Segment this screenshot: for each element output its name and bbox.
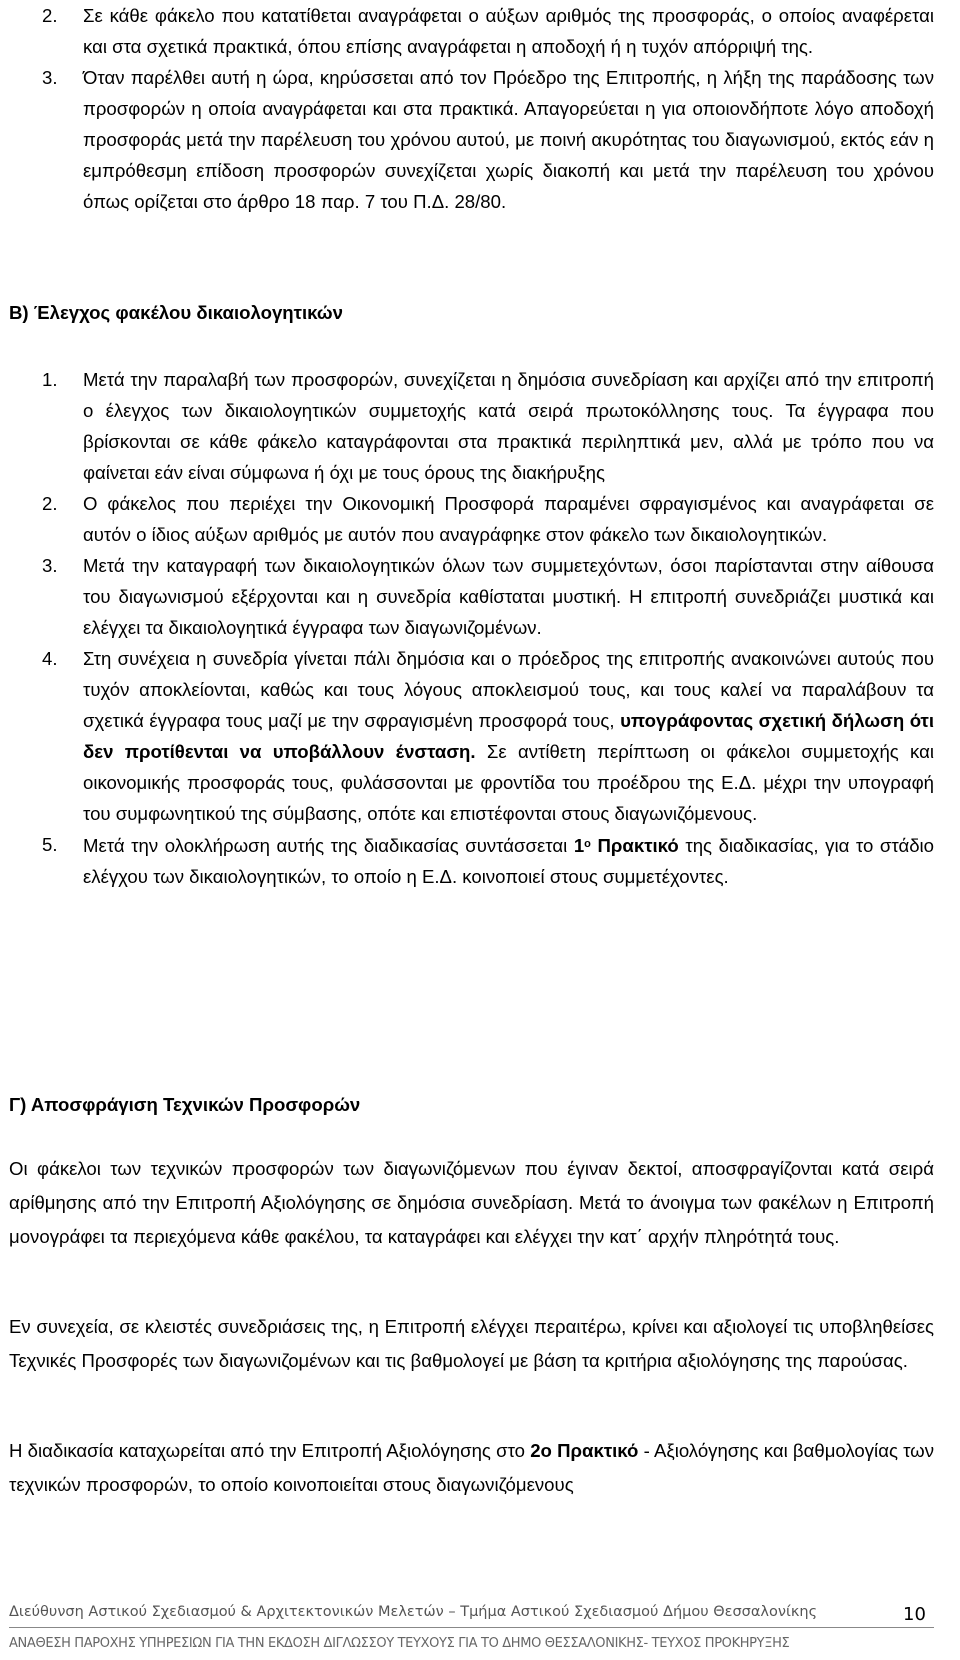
section-heading-c: Γ) Αποσφράγιση Τεχνικών Προσφορών bbox=[9, 1094, 361, 1115]
numbered-list-b bbox=[42, 364, 934, 892]
list-item-number: 1. bbox=[42, 369, 58, 390]
paragraph-bold-text: 2ο Πρακτικό bbox=[530, 1440, 639, 1461]
list-item bbox=[42, 488, 934, 550]
numbered-list-a bbox=[42, 0, 934, 217]
ordinal-superscript: ο bbox=[584, 838, 591, 850]
paragraph: Εν συνεχεία, σε κλειστές συνεδριάσεις της, η Επιτροπή ελέγχει περαιτέρω, κρίνει και αξιολογεί τις υποβληθείσες Τεχνικές Προσφορές των διαγωνιζομένων και τις βαθμολογεί με βάση τα κριτήρια αξιολόγησης της παρούσας. bbox=[9, 1316, 934, 1371]
list-item-number: 2. bbox=[42, 493, 58, 514]
list-item bbox=[42, 550, 934, 643]
paragraph: Οι φάκελοι των τεχνικών προσφορών των διαγωνιζόμενων που έγιναν δεκτοί, αποσφραγίζονται κατά σειρά αρίθμησης από την Επιτροπή Αξιολόγησης σε δημόσια συνεδρίαση. Μετά το άνοιγμα των φακέλων η Επιτροπή μονογράφει τα περιεχόμενα κάθε φακέλου, τα καταγράφει και ελέγχει την κατ΄ αρχήν πληρότητά τους. bbox=[9, 1158, 934, 1247]
list-item-text: Σε αντίθετη περίπτωση οι φάκελοι συμμετοχής και οικονομικής προσφοράς τους, φυλάσσονται με φροντίδα του προέδρου της Ε.Δ. μέχρι την υπογραφή του συμφωνητικού της σύμβασης, οπότε και επιστέφονται στους διαγωνιζόμενους. bbox=[83, 741, 934, 824]
list-item-bold-text: Πρακτικό bbox=[597, 835, 679, 856]
footer-divider bbox=[9, 1627, 934, 1628]
list-item bbox=[42, 643, 934, 829]
list-item-text: Όταν παρέλθει αυτή η ώρα, κηρύσσεται από τον Πρόεδρο της Επιτροπής, η λήξη της παράδοσης των προσφορών η οποία αναγράφεται και στα πρακτικά. Απαγορεύεται η για οποιονδήποτε λόγο αποδοχή προσφοράς μετά την παρέλευση του χρόνου αυτού, με ποινή ακυρότητας του διαγωνισμού, εκτός εάν η εμπρόθεσμη επίδοση προσφορών συνεχίζεται χωρίς διακοπή και μετά την παρέλευση του χρόνου όπως ορίζεται στο άρθρο 18 παρ. 7 του Π.Δ. 28/80. bbox=[83, 67, 934, 212]
paragraph-text: - Αξιολόγησης και βαθμολογίας των τεχνικών προσφορών, το οποίο κοινοποιείται στους διαγωνιζόμενους bbox=[9, 1440, 934, 1495]
list-item bbox=[42, 364, 934, 488]
list-item-text: Ο φάκελος που περιέχει την Οικονομική Προσφορά παραμένει σφραγισμένος και αναγράφεται σε αυτόν ο ίδιος αύξων αριθμός με αυτόν που αναγράφηκε στον φάκελο των δικαιολογητικών. bbox=[83, 493, 934, 545]
list-item-text: Στη συνέχεια η συνεδρία γίνεται πάλι δημόσια και ο πρόεδρος της επιτροπής ανακοινώνει αυτούς που τυχόν αποκλείονται, καθώς και τους λόγους αποκλεισμού τους, και τους καλεί να παραλάβουν τα σχετικά έγγραφα τους μαζί με την σφραγισμένη προσφορά τους, bbox=[83, 648, 934, 731]
paragraph bbox=[9, 1434, 934, 1502]
list-item-bold-text: 1 bbox=[573, 835, 585, 856]
list-item-number: 3. bbox=[42, 555, 58, 576]
footer-department: Διεύθυνση Αστικού Σχεδιασμού & Αρχιτεκτονικών Μελετών – Τμήμα Αστικού Σχεδιασμού Δήμου Θεσσαλονίκης bbox=[9, 1604, 818, 1620]
list-item-number: 5. bbox=[42, 834, 58, 855]
list-item-number: 4. bbox=[42, 648, 58, 669]
footer-project-title: ΑΝΑΘΕΣΗ ΠΑΡΟΧΗΣ ΥΠΗΡΕΣΙΩΝ ΓΙΑ ΤΗΝ ΕΚΔΟΣΗ ΔΙΓΛΩΣΣΟΥ ΤΕΥΧΟΥΣ ΓΙΑ ΤΟ ΔΗΜΟ ΘΕΣΣΑΛΟΝΙΚΗΣ- ΤΕΥΧΟΣ ΠΡΟΚΗΡΥΞΗΣ bbox=[9, 1636, 790, 1651]
section-heading-b: Β) Έλεγχος φακέλου δικαιολογητικών bbox=[9, 302, 343, 323]
list-item-number: 2. bbox=[42, 5, 58, 26]
list-item bbox=[42, 0, 934, 62]
list-item-text: Σε κάθε φάκελο που κατατίθεται αναγράφεται ο αύξων αριθμός της προσφοράς, ο οποίος αναφέρεται και στα σχετικά πρακτικά, όπου επίσης αναγράφεται η αποδοχή ή η τυχόν απόρριψή της. bbox=[83, 5, 934, 57]
list-item bbox=[42, 829, 934, 892]
list-item-text: Μετά την ολοκλήρωση αυτής της διαδικασίας συντάσσεται bbox=[83, 835, 568, 856]
list-item-text: Μετά την καταγραφή των δικαιολογητικών όλων των συμμετεχόντων, όσοι παρίστανται στην αίθουσα του διαγωνισμού εξέρχονται και η συνεδρία καθίσταται μυστική. Η επιτροπή συνεδριάζει μυστικά και ελέγχει τα δικαιολογητικά έγγραφα των διαγωνιζομένων. bbox=[83, 555, 934, 638]
list-item-text: Μετά την παραλαβή των προσφορών, συνεχίζεται η δημόσια συνεδρίαση και αρχίζει από την επιτροπή ο έλεγχος των δικαιολογητικών συμμετοχής κατά σειρά πρωτοκόλλησης τους. Τα έγγραφα που βρίσκονται σε κάθε φάκελο καταγράφονται στα πρακτικά περιληπτικά μεν, αλλά με τρόπο που να φαίνεται εάν είναι σύμφωνα ή όχι με τους όρους της διακήρυξης bbox=[83, 369, 934, 483]
page-number: 10 bbox=[903, 1604, 926, 1625]
list-item-text: της διαδικασίας, για το στάδιο ελέγχου των δικαιολογητικών, το οποίο η Ε.Δ. κοινοποιεί στους συμμετέχοντες. bbox=[83, 835, 935, 887]
paragraph-text: Η διαδικασία καταχωρείται από την Επιτροπή Αξιολόγησης στο bbox=[9, 1440, 525, 1461]
list-item bbox=[42, 62, 934, 217]
list-item-number: 3. bbox=[42, 67, 58, 88]
list-item-bold-text: υπογράφοντας σχετική δήλωση ότι δεν προτίθενται να υποβάλλουν ένσταση. bbox=[83, 710, 935, 762]
